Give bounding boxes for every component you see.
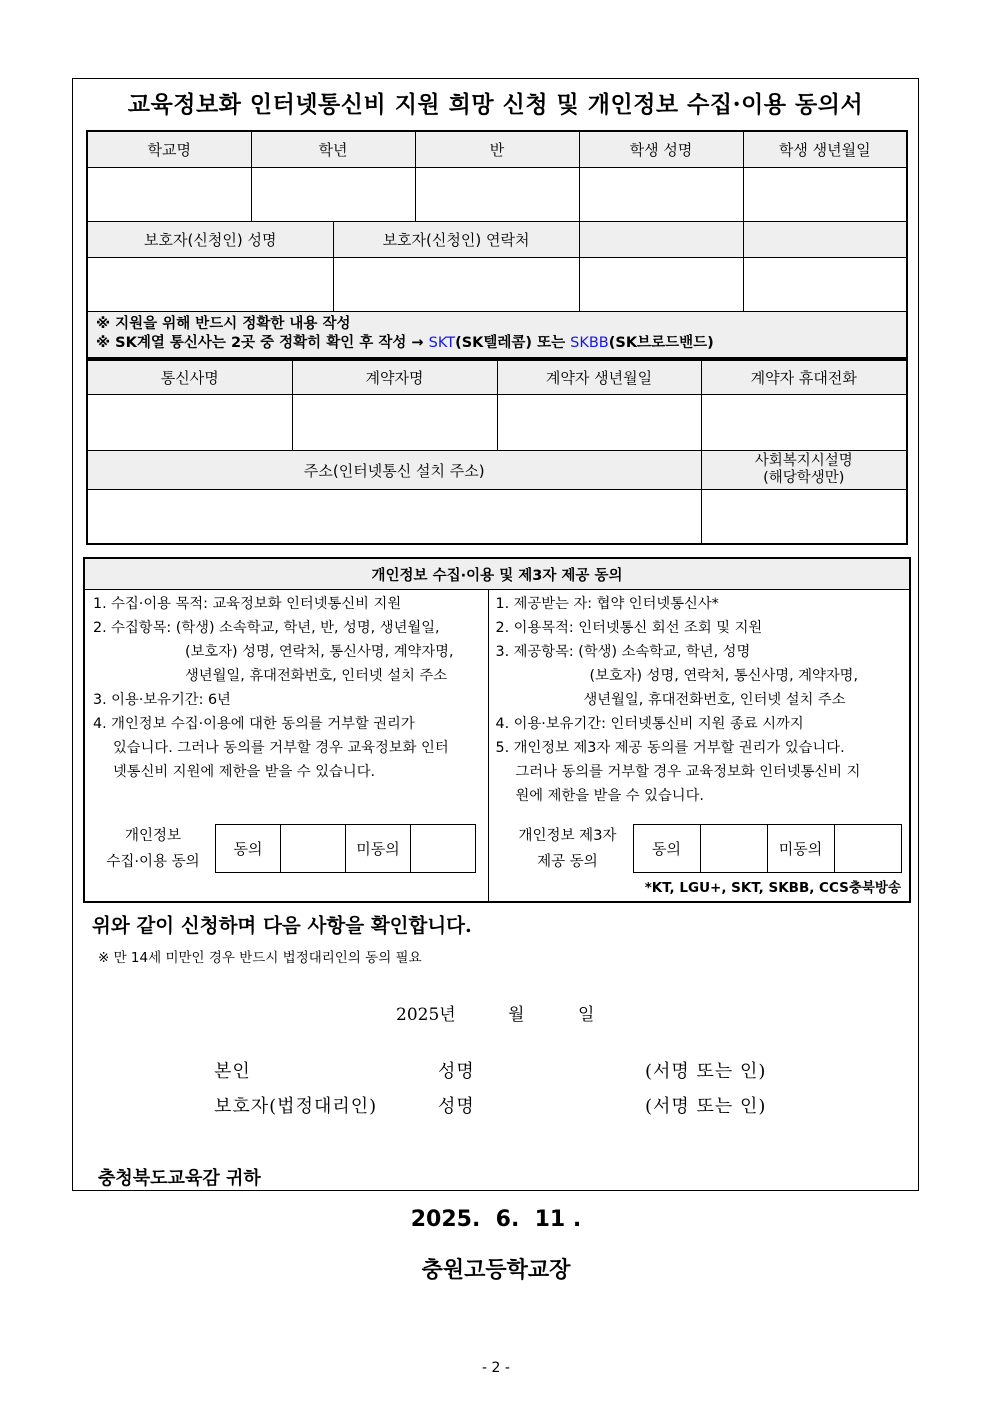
student-name-input[interactable] — [579, 167, 743, 221]
skt-desc: (SK텔레콤) 또는 — [455, 335, 571, 351]
right-item-5b: 그러나 동의를 거부할 경우 교육정보화 인터넷통신비 지 — [515, 764, 861, 780]
form-title: 교육정보화 인터넷통신비 지원 희망 신청 및 개인정보 수집·이용 동의서 — [127, 91, 864, 118]
applicant-table — [86, 130, 908, 360]
signer-name-label-self: 성명 — [438, 1061, 475, 1082]
signer-role-self: 본인 — [214, 1061, 251, 1082]
right-item-5 — [496, 736, 904, 808]
blank-input-1[interactable] — [579, 257, 743, 311]
right-agree-box — [633, 824, 902, 873]
signer-role-guardian: 보호자(법정대리인) — [214, 1096, 378, 1117]
header-blank-1 — [579, 221, 743, 257]
header-school: 학교명 — [87, 131, 251, 167]
school-input[interactable] — [87, 167, 251, 221]
header-welfare — [701, 451, 907, 490]
header-grade: 학년 — [251, 131, 415, 167]
grade-input[interactable] — [251, 167, 415, 221]
left-agree-checkbox[interactable] — [281, 825, 346, 873]
signer-name-label-guardian: 성명 — [438, 1096, 475, 1117]
consent-right — [488, 590, 910, 902]
right-item-1: 1. 제공받는 자: 협약 인터넷통신사* — [495, 596, 719, 612]
left-agree-label — [93, 823, 213, 875]
addressee: 충청북도교육감 귀하 — [98, 1168, 261, 1189]
skt-label: SKT — [428, 335, 456, 351]
page-number: - 2 - — [482, 1360, 510, 1376]
header-contractor: 계약자명 — [292, 361, 497, 395]
header-contractor-birth: 계약자 생년월일 — [497, 361, 701, 395]
consent-header: 개인정보 수집·이용 및 제3자 제공 동의 — [84, 558, 910, 590]
right-item-4: 4. 이용·보유기간: 인터넷통신비 지원 종료 시까지 — [495, 716, 804, 732]
right-item-5c: 원에 제한을 받을 수 있습니다. — [515, 788, 704, 804]
right-item-3c: 생년월일, 휴대전화번호, 인터넷 설치 주소 — [583, 692, 846, 708]
contractor-birth-input[interactable] — [497, 395, 701, 451]
blank-input-2[interactable] — [743, 257, 907, 311]
right-item-5a: 5. 개인정보 제3자 제공 동의를 거부할 권리가 있습니다. — [495, 740, 845, 756]
issuer: 충원고등학교장 — [421, 1258, 571, 1283]
right-disagree-checkbox[interactable] — [834, 825, 901, 873]
header-address: 주소(인터넷통신 설치 주소) — [87, 451, 701, 490]
left-agree-label-2: 수집·이용 동의 — [106, 854, 200, 870]
right-agree-label — [503, 823, 633, 875]
right-item-3 — [496, 640, 904, 712]
header-guardian-contact: 보호자(신청인) 연락처 — [333, 221, 579, 257]
skbb-label: SKBB — [570, 335, 609, 351]
header-student-name: 학생 성명 — [579, 131, 743, 167]
notes — [87, 311, 907, 357]
class-input[interactable] — [415, 167, 579, 221]
left-item-2c: 생년월일, 휴대전화번호, 인터넷 설치 주소 — [185, 668, 448, 684]
header-student-birth: 학생 생년월일 — [743, 131, 907, 167]
left-item-1: 1. 수집·이용 목적: 교육정보화 인터넷통신비 지원 — [93, 596, 402, 612]
confirm-note: ※ 만 14세 미만인 경우 반드시 법정대리인의 동의 필요 — [98, 950, 422, 966]
confirm-heading: 위와 같이 신청하며 다음 사항을 확인합니다. — [92, 914, 472, 937]
note-line-1: ※ 지원을 위해 반드시 정확한 내용 작성 — [96, 316, 351, 332]
student-birth-input[interactable] — [743, 167, 907, 221]
left-item-2a: 2. 수집항목: (학생) 소속학교, 학년, 반, 성명, 생년월일, — [93, 620, 440, 636]
welfare-line-1: 사회복지시설명 — [754, 453, 853, 469]
contractor-input[interactable] — [292, 395, 497, 451]
left-item-3: 3. 이용·보유기간: 6년 — [93, 692, 231, 708]
left-item-4c: 넷통신비 지원에 제한을 받을 수 있습니다. — [113, 764, 376, 780]
consent-left — [84, 590, 488, 902]
header-guardian-name: 보호자(신청인) 성명 — [87, 221, 333, 257]
header-contractor-phone: 계약자 휴대전화 — [701, 361, 907, 395]
guardian-contact-input[interactable] — [333, 257, 579, 311]
header-carrier: 통신사명 — [87, 361, 292, 395]
right-agree-label-2: 제공 동의 — [537, 854, 598, 870]
date-day: 일 — [578, 1005, 595, 1025]
welfare-input[interactable] — [701, 490, 907, 544]
right-agree-label-1: 개인정보 제3자 — [518, 828, 617, 844]
signature-field-self[interactable]: (서명 또는 인) — [645, 1061, 767, 1082]
signature-field-guardian[interactable]: (서명 또는 인) — [645, 1096, 767, 1117]
note-line-2-text: ※ SK계열 통신사는 2곳 중 정확히 확인 후 작성 → — [96, 335, 429, 351]
contractor-phone-input[interactable] — [701, 395, 907, 451]
left-item-4b: 있습니다. 그러나 동의를 거부할 경우 교육정보화 인터 — [113, 740, 449, 756]
guardian-name-input[interactable] — [87, 257, 333, 311]
date-month: 월 — [508, 1005, 525, 1025]
left-disagree-checkbox[interactable] — [411, 825, 476, 873]
address-input[interactable] — [87, 490, 701, 544]
right-agree-text: 동의 — [633, 825, 700, 873]
issue-date: 2025. 6. 11 . — [410, 1207, 582, 1232]
right-item-2: 2. 이용목적: 인터넷통신 회선 조회 및 지원 — [495, 620, 763, 636]
left-agree-box — [215, 824, 476, 873]
right-disagree-text: 미동의 — [767, 825, 834, 873]
consent-table — [83, 557, 911, 903]
header-blank-2 — [743, 221, 907, 257]
telecom-table — [86, 360, 908, 545]
skbb-desc: (SK브로드밴드) — [608, 335, 714, 351]
welfare-line-2: (해당학생만) — [763, 470, 845, 486]
left-item-2 — [93, 616, 482, 688]
right-agree-checkbox[interactable] — [700, 825, 767, 873]
left-agree-text: 동의 — [216, 825, 281, 873]
right-item-3b: (보호자) 성명, 연락처, 통신사명, 계약자명, — [589, 668, 858, 684]
left-item-2b: (보호자) 성명, 연락처, 통신사명, 계약자명, — [185, 644, 454, 660]
left-disagree-text: 미동의 — [346, 825, 411, 873]
header-class: 반 — [415, 131, 579, 167]
left-agree-label-1: 개인정보 — [124, 828, 182, 844]
right-item-3a: 3. 제공항목: (학생) 소속학교, 학년, 성명 — [495, 644, 751, 660]
carrier-footnote: *KT, LGU+, SKT, SKBB, CCS충북방송 — [644, 880, 902, 896]
left-item-4 — [93, 712, 482, 784]
date-year: 2025년 — [396, 1005, 456, 1025]
note-line-2 — [96, 334, 898, 353]
carrier-input[interactable] — [87, 395, 292, 451]
left-item-4a: 4. 개인정보 수집·이용에 대한 동의를 거부할 권리가 — [93, 716, 415, 732]
